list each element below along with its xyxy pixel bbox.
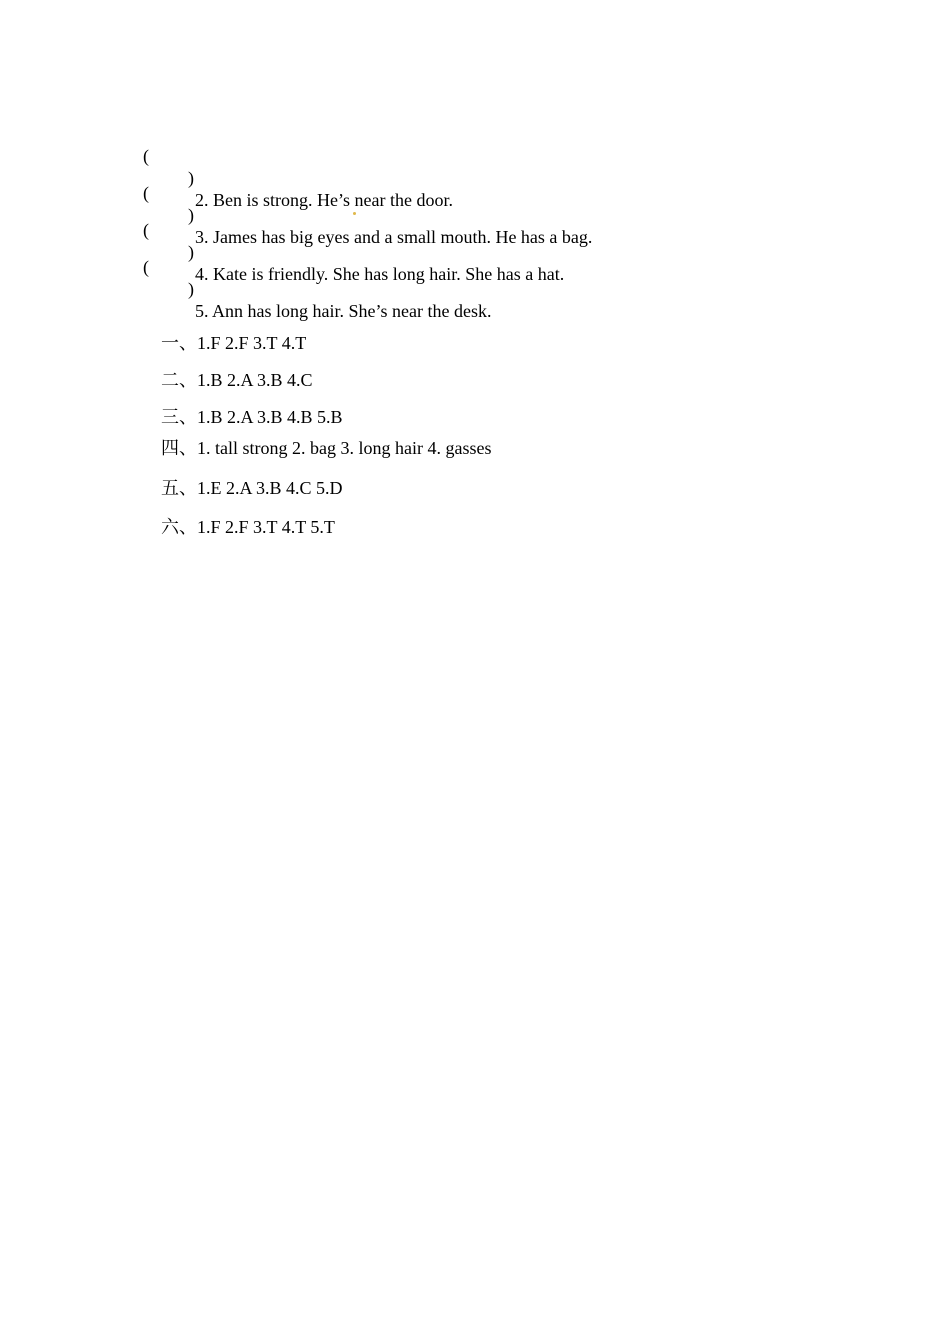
ink-mark — [353, 212, 356, 215]
section-label: 四、 — [161, 438, 197, 458]
section-label: 二、 — [161, 370, 197, 390]
section-label: 五、 — [161, 478, 197, 498]
section-label: 一、 — [161, 333, 197, 353]
question-text: 2. Ben is strong. He’s near the door. — [195, 190, 453, 210]
answer-blank-open-paren: ( — [143, 146, 149, 166]
section-label: 三、 — [161, 407, 197, 427]
section-answers: 1.B 2.A 3.B 4.C — [197, 370, 313, 390]
section-answers: 1.B 2.A 3.B 4.B 5.B — [197, 407, 343, 427]
answer-blank-open-paren: ( — [143, 183, 149, 203]
question-text: 4. Kate is friendly. She has long hair. She has a hat. — [195, 264, 565, 284]
section-answers: 1.F 2.F 3.T 4.T — [197, 333, 307, 353]
question-text: 3. James has big eyes and a small mouth. He has a bag. — [195, 227, 593, 247]
answer-blank-close-paren: ) — [188, 168, 194, 188]
section-answers: 1. tall strong 2. bag 3. long hair 4. gasses — [197, 438, 492, 458]
section-answers: 1.F 2.F 3.T 4.T 5.T — [197, 517, 335, 537]
answer-blank-close-paren: ) — [188, 242, 194, 262]
question-item-2 — [143, 123, 743, 210]
answer-blank-close-paren: ) — [188, 205, 194, 225]
answer-blank-open-paren: ( — [143, 257, 149, 277]
question-text: 5. Ann has long hair. She’s near the desk. — [195, 301, 492, 321]
answer-blank-close-paren: ) — [188, 279, 194, 299]
answer-key-section-6 — [143, 494, 335, 560]
answer-blank-open-paren: ( — [143, 220, 149, 240]
section-answers: 1.E 2.A 3.B 4.C 5.D — [197, 478, 343, 498]
section-label: 六、 — [161, 517, 197, 537]
